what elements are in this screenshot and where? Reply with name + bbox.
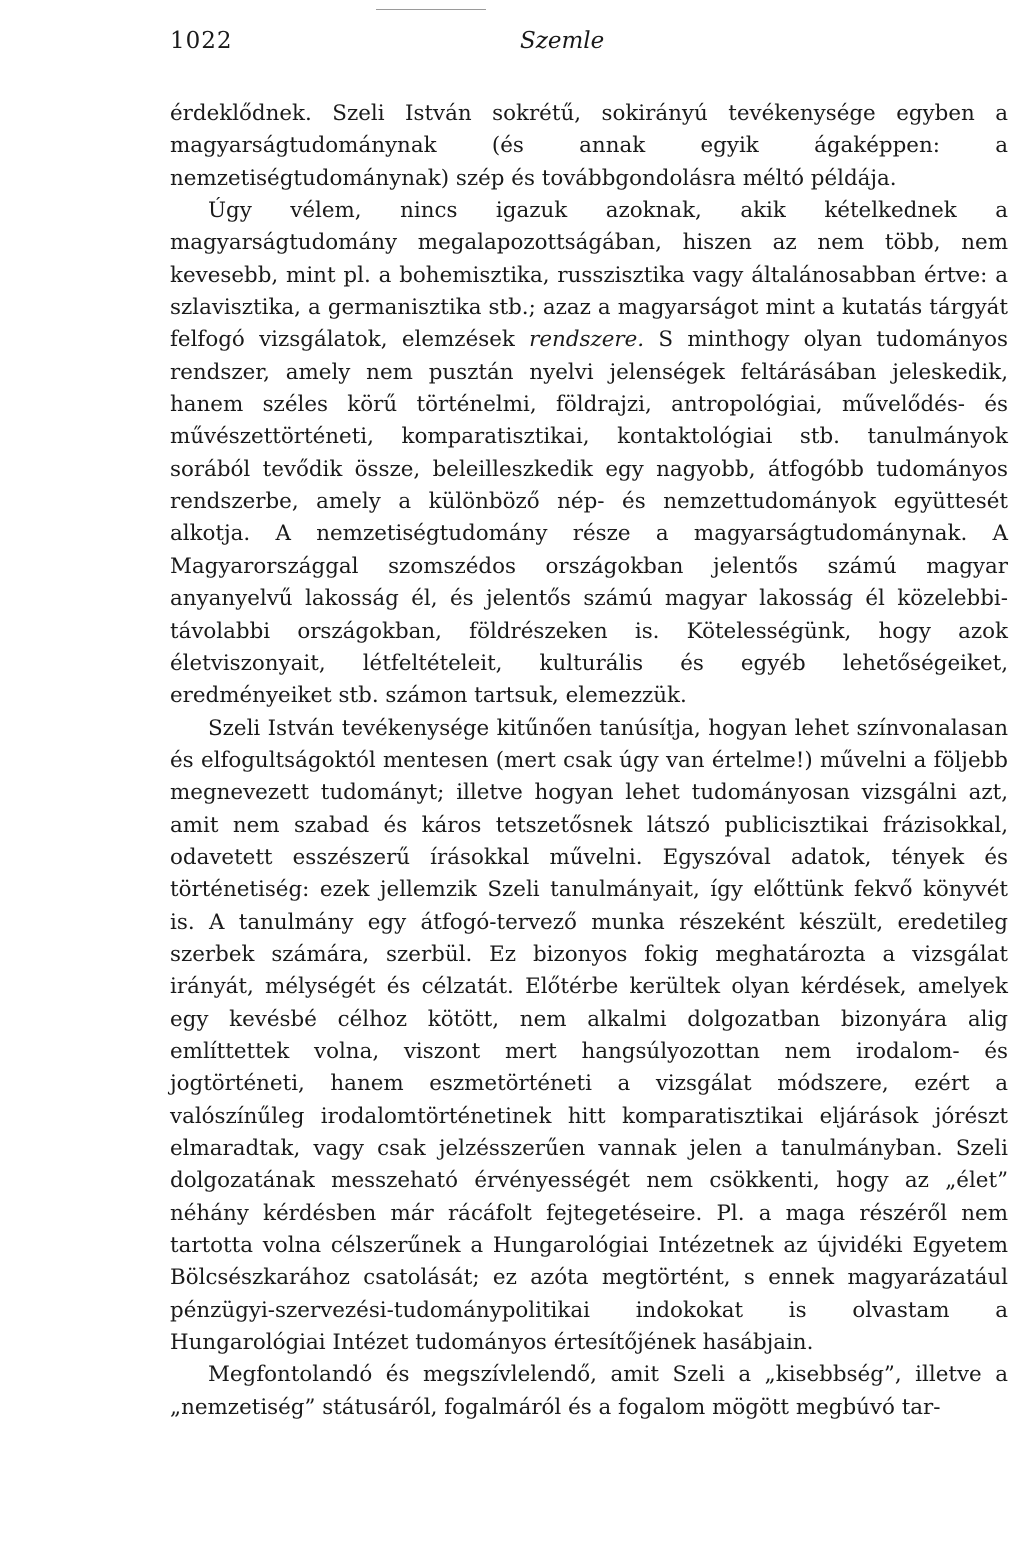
paragraph-3-text: Szeli István tevékenysége kitűnően tanúsítja, hogyan lehet színvonalasan és elfogultságoktól mentesen (mert csak úgy van értelme!) művelni a följebb megnevezett tudományt; illetve hogyan lehet tudományosan vizsgálni azt, amit nem szabad és káros tetszetősnek látszó publicisztikai frázisokkal, odavetett esszészerű írásokkal művelni. Egyszóval adatok, tények és történetiség: ezek jellemzik Szeli tanulmányait, így előttünk fekvő könyvét is. A tanulmány egy átfogó-tervező munka részeként készült, eredetileg szerbek számára, szerbül. Ez bizonyos fokig meghatározta a vizsgálat irányát, mélységét és célzatát. Előtérbe kerültek olyan kérdések, amelyek egy kevésbé célhoz kötött, nem alkalmi dolgozatban bizonyára alig említtettek volna, viszont mert hangsúlyozottan nem irodalom- és jogtörténeti, hanem eszmetörténeti a vizsgálat módszere, ezért a valószínűleg irodalomtörténetinek hitt komparatisztikai eljárások jórészt elmaradtak, vagy csak jelzésszerűen vannak jelen a tanulmányban. Szeli dolgozatának messzeható érvényességét nem csökkenti, hogy az „élet” néhány kérdésben már rácáfolt fejtegetéseire. Pl. a maga részéről nem tartotta volna célszerűnek a Hungarológiai Intézetnek az újvidéki Egyetem Bölcsészkarához csatolását; ez azóta megtörtént, s ennek magyarázatául pénzügyi-szervezési-tudománypolitikai indokokat is olvastam a Hungarológiai Intézet tudományos értesítőjének hasábjain. — [170, 715, 1008, 1356]
paragraph-2-text: Úgy vélem, nincs igazuk azoknak, akik kételkednek a magyarságtudomány megalapozottságában, hiszen az nem több, nem kevesebb, mint pl. a bohemisztika, russzisztika vagy általánosabban értve: a szlavisztika, a germanisztika stb.; azaz a magyarságot mint a kutatás tárgyát felfogó vizsgálatok, elemzések — [170, 198, 1008, 353]
page-number: 1022 — [170, 28, 233, 54]
page-header — [170, 28, 1008, 68]
running-title: Szemle — [520, 28, 605, 54]
paragraph-1-text: érdeklődnek. Szeli István sokrétű, sokirányú tevékenysége egyben a magyarságtudománynak (és annak egyik ágaképpen: a nemzetiségtudománynak) szép és továbbgondolásra méltó példája. — [170, 101, 1008, 191]
top-rule — [376, 9, 486, 11]
paragraph-4-text: Megfontolandó és megszívlelendő, amit Szeli a „kisebbség”, illetve a „nemzetiség” státusáról, fogalmáról és a fogalom mögött megbúvó tar- — [170, 1362, 1008, 1420]
paragraph-1 — [170, 98, 1008, 195]
article-body — [170, 98, 1008, 1424]
paragraph-4 — [170, 1359, 1008, 1424]
paragraph-2-text-continued: S minthogy olyan tudományos rendszer, amely nem pusztán nyelvi jelenségek feltárásában jeleskedik, hanem széles körű történelmi, földrajzi, antropológiai, művelődés- és művészettörténeti, komparatisztikai, kontaktológiai stb. tanulmányok sorából tevődik össze, beleilleszkedik egy nagyobb, átfogóbb tudományos rendszerbe, amely a különböző nép- és nemzettudományok együttesét alkotja. A nemzetiségtudomány része a magyarságtudománynak. A Magyarországgal szomszédos országokban jelentős számú magyar anyanyelvű lakosság él, és jelentős számú magyar lakosság él közelebbi-távolabbi országokban, földrészeken is. Kötelességünk, hogy azok életviszonyait, létfeltételeit, kulturális és egyéb lehetőségeiket, eredményeiket stb. számon tartsuk, elemezzük. — [170, 327, 1008, 709]
paragraph-3 — [170, 713, 1008, 1360]
paragraph-2-emphasis: rendszere. — [529, 327, 645, 353]
paragraph-2 — [170, 195, 1008, 713]
